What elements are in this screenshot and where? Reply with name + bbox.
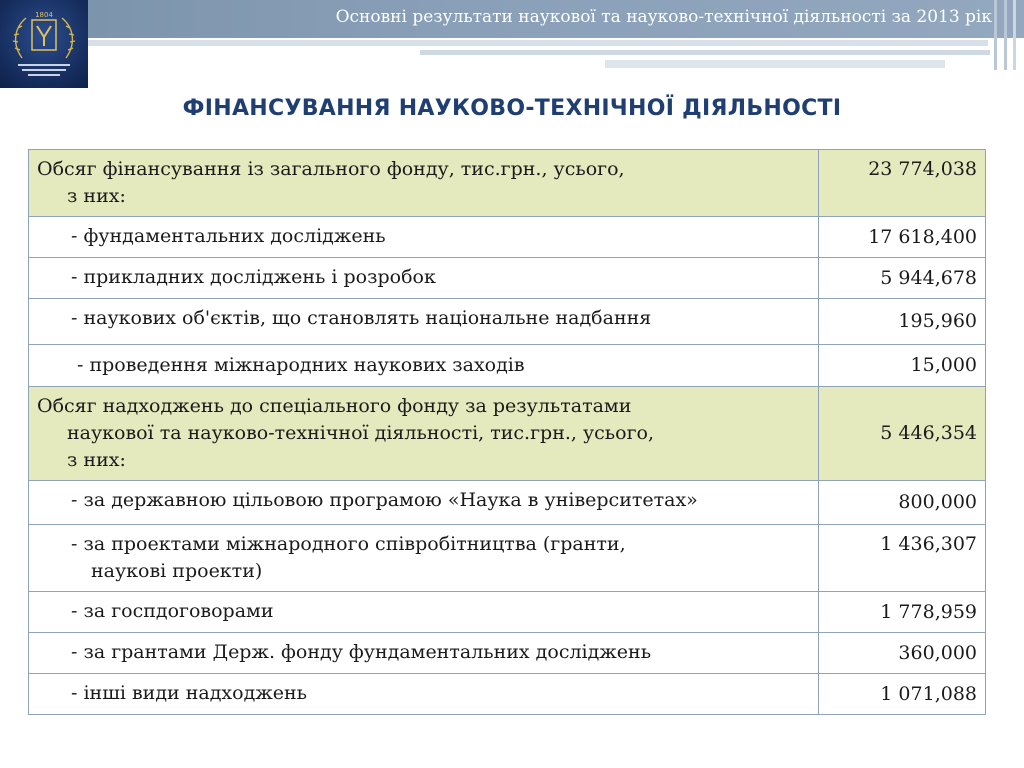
table-cell-value: 195,960 [819, 299, 986, 345]
table-row [29, 481, 986, 525]
table-cell-value: 23 774,038 [819, 150, 986, 217]
table-cell-label [29, 150, 819, 217]
row-label-continuation: з них: [67, 185, 126, 207]
decor-stripe [420, 50, 990, 55]
table-cell-label [29, 525, 819, 592]
table-row [29, 299, 986, 345]
table-row [29, 633, 986, 674]
page-title: ФІНАНСУВАННЯ НАУКОВО-ТЕХНІЧНОЇ ДІЯЛЬНОСТІ [182, 96, 842, 121]
table-cell-value: 360,000 [819, 633, 986, 674]
decor-bar [1004, 0, 1007, 70]
row-label: Обсяг надходжень до спеціального фонду за результатами [37, 395, 632, 417]
table-row-special-fund [29, 387, 986, 481]
table-cell-value: 1 436,307 [819, 525, 986, 592]
row-label-continuation: наукової та науково-технічної діяльності, тис.грн., усього, [67, 422, 655, 444]
header-title: Основні результати наукової та науково-технічної діяльності за 2013 рік [335, 7, 992, 27]
table-cell-label: - наукових об'єктів, що становлять національне надбання [29, 299, 819, 345]
decor-bar [1013, 0, 1016, 70]
table-cell-label: - інші види надходжень [29, 674, 819, 715]
row-label-continuation: з них: [67, 449, 126, 471]
decor-bar [994, 0, 997, 70]
university-logo [0, 0, 88, 88]
decor-stripe [605, 60, 945, 68]
table-cell-label: - прикладних досліджень і розробок [29, 258, 819, 299]
decor-stripe [88, 40, 988, 46]
table-cell-value: 800,000 [819, 481, 986, 525]
table-row [29, 217, 986, 258]
table-cell-label: - фундаментальних досліджень [29, 217, 819, 258]
svg-text:1804: 1804 [35, 11, 53, 19]
header-band [88, 0, 1024, 38]
table-row [29, 345, 986, 387]
table-cell-label: - за грантами Держ. фонду фундаментальних досліджень [29, 633, 819, 674]
row-label-continuation: наукові проекти) [91, 560, 263, 582]
table-cell-value: 5 446,354 [819, 387, 986, 481]
table-cell-value: 1 778,959 [819, 592, 986, 633]
table-row [29, 258, 986, 299]
row-label: Обсяг фінансування із загального фонду, тис.грн., усього, [37, 158, 625, 180]
table-cell-value: 5 944,678 [819, 258, 986, 299]
table-cell-value: 15,000 [819, 345, 986, 387]
table-cell-label: - за державною цільовою програмою «Наука в університетах» [29, 481, 819, 525]
table-row [29, 674, 986, 715]
table-cell-label [29, 387, 819, 481]
table-row-general-fund [29, 150, 986, 217]
financing-table [28, 149, 986, 715]
table-cell-label: - за госпдоговорами [29, 592, 819, 633]
row-label: - за проектами міжнародного співробітництва (гранти, [71, 533, 626, 555]
university-emblem-icon [0, 0, 88, 88]
table-cell-label: - проведення міжнародних наукових заходів [29, 345, 819, 387]
table-row [29, 525, 986, 592]
table-row [29, 592, 986, 633]
table-cell-value: 1 071,088 [819, 674, 986, 715]
table-cell-value: 17 618,400 [819, 217, 986, 258]
